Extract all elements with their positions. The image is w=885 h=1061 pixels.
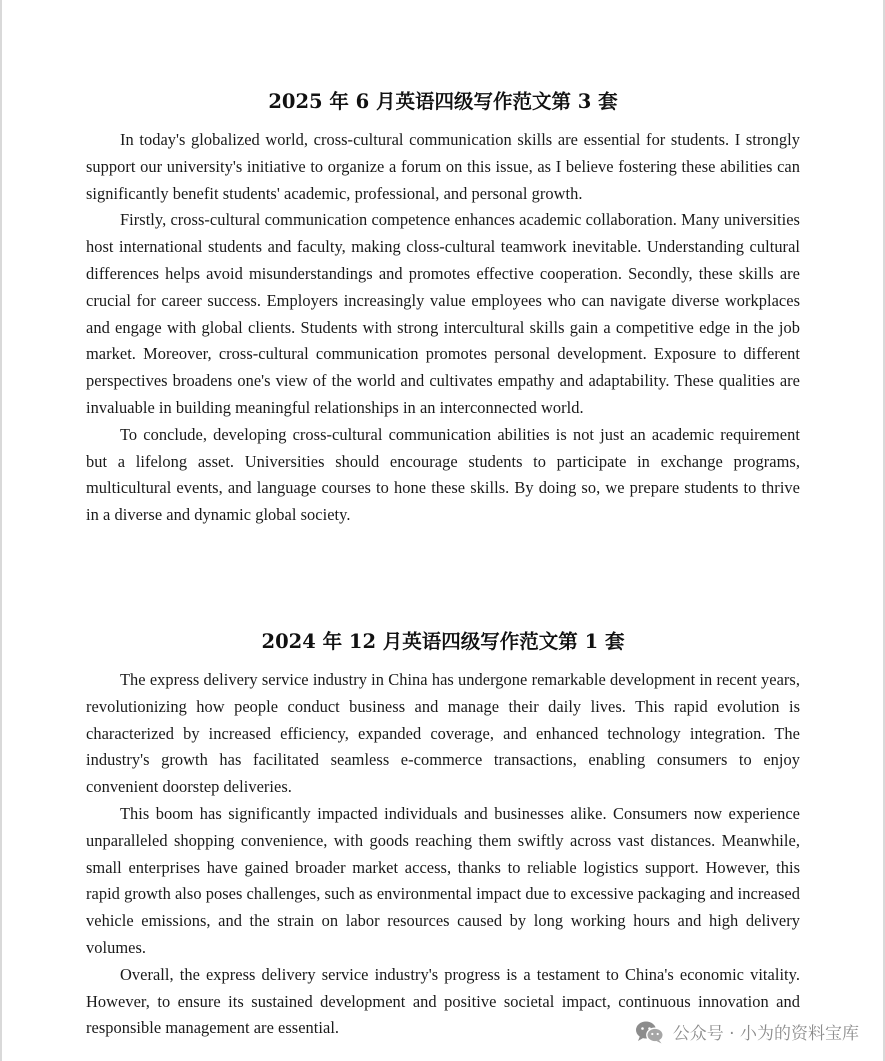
essay-paragraph: This boom has significantly impacted individuals and businesses alike. Consumers now experience unparalleled shopping convenience, with goods reaching them swiftly across vast distances. Meanwhile, small enterprises have gained broader market access, thanks to reliable logistics support. However, this rapid growth also poses challenges, such as environmental impact due to excessive packaging and increased vehicle emissions, and the strain on labor resources caused by long working hours and high delivery volumes. (86, 803, 800, 957)
watermark-text: 公众号 · 小为的资料宝库 (672, 1024, 859, 1044)
page-left-edge (0, 0, 2, 1061)
essay-title: 2024 年 12 月英语四级写作范文第 1 套 (261, 630, 625, 653)
essay-section-2024 (86, 628, 800, 1042)
essay-paragraph: To conclude, developing cross-cultural communication abilities is not just an academic requirement but a lifelong asset. Universities should encourage students to participate in exchange programs, multicultural events, and language courses to hone these skills. By doing so, we prepare students to thrive in a diverse and dynamic global society. (86, 424, 800, 525)
essay-paragraph: The express delivery service industry in China has undergone remarkable development in recent years, revolutionizing how people conduct business and manage their daily lives. This rapid evolution is characterized by increased efficiency, expanded coverage, and enhanced technology integration. The industry's growth has facilitated seamless e-commerce transactions, enabling consumers to enjoy convenient doorstep deliveries. (86, 670, 800, 797)
essay-paragraph: Firstly, cross-cultural communication competence enhances academic collaboration. Many universities host international students and faculty, making closs-cultural teamwork inevitable. Understanding cultural differences helps avoid misunderstandings and promotes effective cooperation. Secondly, these skills are crucial for career success. Employers increasingly value employees who can navigate diverse workplaces and engage with global clients. Students with strong intercultural skills gain a competitive edge in the job market. Moreover, cross-cultural communication promotes personal development. Exposure to different perspectives broadens one's view of the world and cultivates empathy and adaptability. These qualities are invaluable in building meaningful relationships in an interconnected world. (86, 210, 800, 417)
essay-section-2025 (86, 88, 800, 529)
essay-paragraph: Overall, the express delivery service industry's progress is a testament to China's economic vitality. However, to ensure its sustained development and positive societal impact, continuous innovation and responsible management are essential. (86, 964, 800, 1038)
essay-paragraph: In today's globalized world, cross-cultural communication skills are essential for students. I strongly support our university's initiative to organize a forum on this issue, as I believe fostering these abilities can significantly benefit students' academic, professional, and personal growth. (86, 130, 800, 203)
wechat-icon (635, 1020, 665, 1044)
essay-title: 2025 年 6 月英语四级写作范文第 3 套 (268, 90, 618, 113)
wechat-watermark (635, 1019, 859, 1044)
